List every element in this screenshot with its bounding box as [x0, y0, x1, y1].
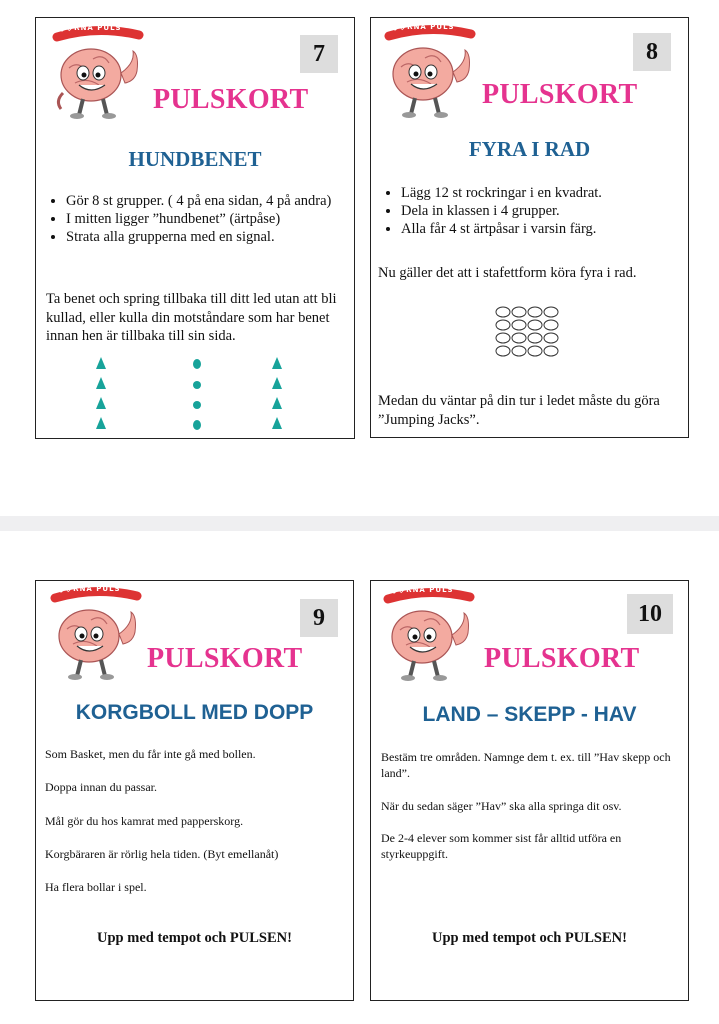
hoops-grid-diagram: [495, 305, 561, 361]
card-number: 8: [633, 33, 671, 71]
card-heading: PULSKORT: [147, 643, 303, 674]
card-10: [370, 580, 689, 1001]
card-text: Nu gäller det att i stafettform köra fyra i rad.: [378, 265, 637, 281]
card-number: 9: [300, 599, 338, 637]
bullet-list: [42, 192, 346, 246]
brain-mascot-logo: [47, 23, 147, 121]
card-line: Mål gör du hos kamrat med papperskorg.: [45, 814, 244, 828]
bullet-item: • Strata alla grupperna med en signal.: [66, 228, 346, 246]
bullet-item: • Gör 8 st grupper. ( 4 på ena sidan, 4 på andra): [66, 192, 346, 210]
card-number: 10: [627, 594, 673, 634]
card-heading: PULSKORT: [153, 84, 309, 115]
card-heading: PULSKORT: [482, 79, 638, 110]
card-7: [35, 17, 355, 439]
brain-mascot-logo: [379, 22, 479, 120]
card-line: När du sedan säger ”Hav” ska alla springa dit osv.: [381, 799, 622, 813]
card-text: Ta benet och spring tillbaka till ditt led utan att bli kullad, eller kulla din motståndare som har benet innan hen är tillbaka till sin sida.: [46, 291, 337, 344]
card-line: Doppa innan du passar.: [45, 780, 157, 794]
card-slogan: Upp med tempot och PULSEN!: [97, 930, 292, 946]
card-number: 7: [300, 35, 338, 73]
card-heading: PULSKORT: [484, 643, 640, 674]
bullet-item: • Lägg 12 st rockringar i en kvadrat.: [401, 184, 691, 202]
logo-text: TJ�RNA PULS: [389, 23, 455, 31]
card-line: Bestäm tre områden. Namnge dem t. ex. till ”Hav skepp och land”.: [381, 750, 671, 780]
card-footer-text: Medan du väntar på din tur i ledet måste du göra ”Jumping Jacks”.: [378, 393, 660, 428]
card-line: De 2-4 elever som kommer sist får alltid utföra en styrkeuppgift.: [381, 831, 622, 861]
brain-mascot-logo: [378, 585, 478, 683]
bullet-item: • Alla får 4 st ärtpåsar i varsin färg.: [401, 220, 691, 238]
card-8: [370, 17, 689, 438]
logo-text: TJ�RNA PULS: [55, 585, 121, 593]
card-line: Som Basket, men du får inte gå med bollen.: [45, 747, 256, 761]
card-9: [35, 580, 354, 1001]
logo-text: TJ�RNA PULS: [56, 24, 122, 32]
card-title: FYRA I RAD: [468, 137, 591, 161]
card-title: KORGBOLL MED DOPP: [75, 701, 314, 724]
card-line: Ha flera bollar i spel.: [45, 880, 147, 894]
bullet-list: [377, 184, 691, 238]
bullet-item: • Dela in klassen i 4 grupper.: [401, 202, 691, 220]
card-title: LAND – SKEPP - HAV: [422, 703, 637, 726]
logo-text: TJ�RNA PULS: [388, 586, 454, 594]
card-slogan: Upp med tempot och PULSEN!: [432, 930, 627, 946]
field-diagram: [91, 355, 291, 435]
card-line: Korgbäraren är rörlig hela tiden. (Byt emellanåt): [45, 847, 279, 861]
bullet-item: • I mitten ligger ”hundbenet” (ärtpåse): [66, 210, 346, 228]
card-title: HUNDBENET: [128, 147, 262, 171]
brain-mascot-logo: [45, 584, 145, 682]
